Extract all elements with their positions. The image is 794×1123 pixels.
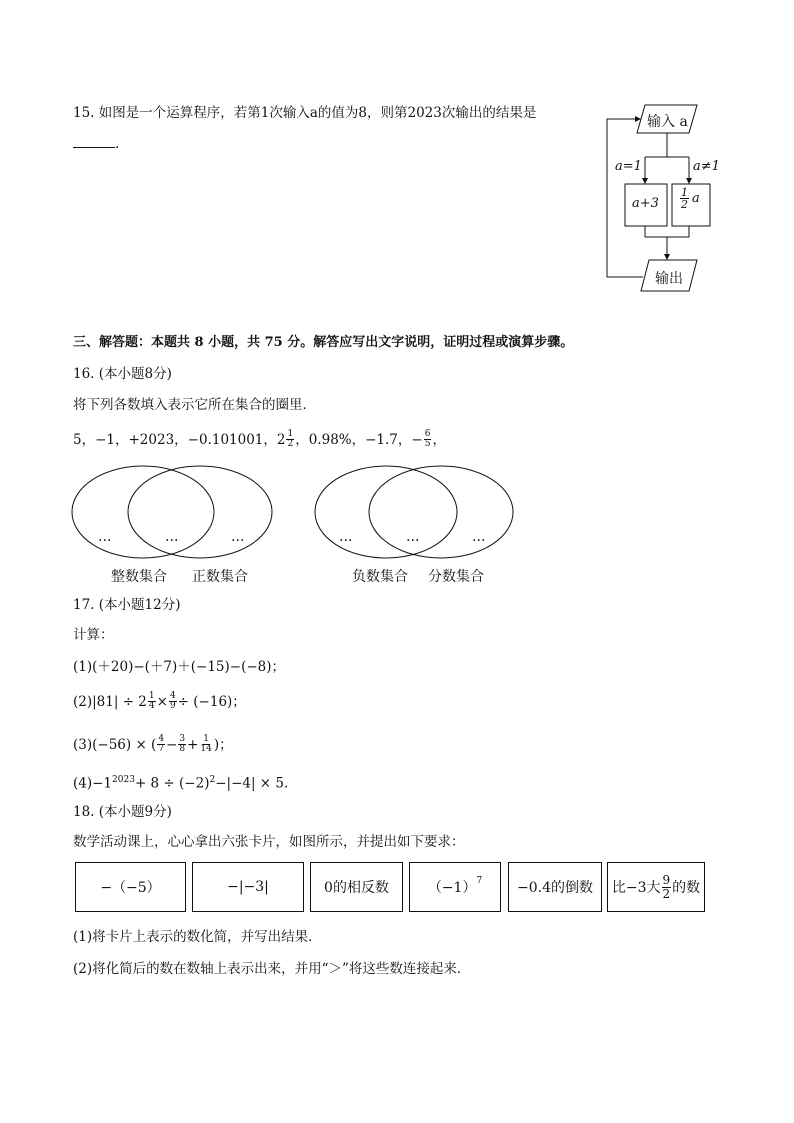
flow-cond-left: a=1: [615, 159, 642, 174]
q16-header: 16. (本小题8分): [73, 366, 172, 382]
flow-output-label: 输出: [655, 271, 683, 287]
venn-dots-6: …: [472, 529, 486, 545]
card-3: 0的相反数: [310, 862, 403, 912]
q15-body: 如图是一个运算程序，若第1次输入a的值为8，则第2023次输出的结果是: [98, 105, 537, 121]
numbers-part3: ，: [432, 431, 446, 448]
card-4: （−1） $^7$: [409, 862, 501, 912]
flow-cond-right: a≠1: [693, 159, 720, 174]
venn-label-fraction: 分数集合: [428, 569, 484, 585]
q15-text: [73, 104, 536, 122]
venn-dots-5: …: [406, 529, 420, 545]
mixed-fraction: $\frac{1}{2}$: [287, 429, 294, 449]
venn-positive-circle[interactable]: [128, 466, 272, 558]
venn-dots-1: …: [98, 529, 112, 545]
flow-box-right-label: $\frac{1}{2}$ a: [681, 186, 700, 211]
q17-part2: (2)|81| ÷ 2 $\frac{1}{4}$ × $\frac{4}{9}$ ÷ (−16)；: [73, 691, 246, 711]
numbers-part2: ，0.98%，−1.7，−: [295, 431, 423, 448]
arrow-right: [686, 178, 692, 184]
q17-instruction: 计算：: [73, 627, 114, 643]
venn-dots-3: …: [231, 529, 245, 545]
q15-period: .: [115, 136, 120, 152]
q18-intro: 数学活动课上，心心拿出六张卡片，如图所示，并提出如下要求：: [73, 834, 465, 850]
q16-numbers: [73, 430, 446, 449]
fraction: $\frac{9}{2}$: [662, 872, 671, 901]
card-5: −0.4的倒数: [508, 862, 602, 912]
fraction: $\frac{1}{4}$: [148, 691, 155, 711]
q18-header: 18. (本小题9分): [73, 804, 172, 820]
card-1: −（−5）: [75, 862, 186, 912]
venn-diagrams: [70, 462, 520, 566]
venn-integer-circle[interactable]: [72, 466, 214, 558]
venn-label-positive: 正数集合: [192, 569, 248, 585]
q17-part4: $(4)-1^{2023}+ 8 \div (-2)^2-|-4| \times 5$.: [73, 775, 289, 792]
flow-input-label: 输入 a: [647, 114, 688, 130]
fraction: $\frac{1}{14}$: [200, 734, 212, 754]
fraction: $\frac{4}{7}$: [158, 734, 165, 754]
venn-label-integer: 整数集合: [111, 569, 167, 585]
venn-label-negative: 负数集合: [352, 569, 408, 585]
q16-instruction: 将下列各数填入表示它所在集合的圈里．: [73, 397, 316, 413]
numbers-part1: 5，−1，+2023，−0.101001，2: [73, 431, 286, 448]
q18-req1: (1)将卡片上表示的数化简，并写出结果．: [73, 929, 322, 945]
q17-header: 17. (本小题12分): [73, 597, 181, 613]
q15-answer-line: [73, 134, 119, 153]
neg-fraction: $\frac{6}{5}$: [424, 429, 431, 449]
q15-number: 15.: [73, 105, 95, 121]
arrow-left: [642, 178, 648, 184]
q17-part3: (3)(−56) × ( $\frac{4}{7}$ − $\frac{3}{8}$ + $\frac{1}{14}$ )；: [73, 734, 233, 754]
q18-req2: (2)将化简后的数在数轴上表示出来，并用“＞”将这些数连接起来．: [73, 961, 471, 977]
section-title: 三、解答题：本题共 8 小题，共 75 分。解答应写出文字说明，证明过程或演算步骤。: [73, 335, 574, 350]
fraction: $\frac{3}{8}$: [179, 734, 186, 754]
venn-dots-2: …: [165, 529, 179, 545]
flow-box-left-label: a+3: [632, 196, 659, 211]
fraction: $\frac{4}{9}$: [169, 691, 176, 711]
card-2: −|−3|: [192, 862, 304, 912]
q17-part1: (1)(＋20)−(＋7)＋(−15)−(−8)；: [73, 659, 286, 675]
card-6: 比−3大 $\frac{9}{2}$ 的数: [607, 862, 705, 912]
half-fraction: $\frac{1}{2}$: [681, 186, 688, 211]
venn-negative-circle[interactable]: [315, 466, 457, 558]
arrow-output: [664, 254, 670, 260]
venn-fraction-circle[interactable]: [369, 466, 513, 558]
answer-blank[interactable]: [73, 134, 115, 148]
venn-dots-4: …: [339, 529, 353, 545]
